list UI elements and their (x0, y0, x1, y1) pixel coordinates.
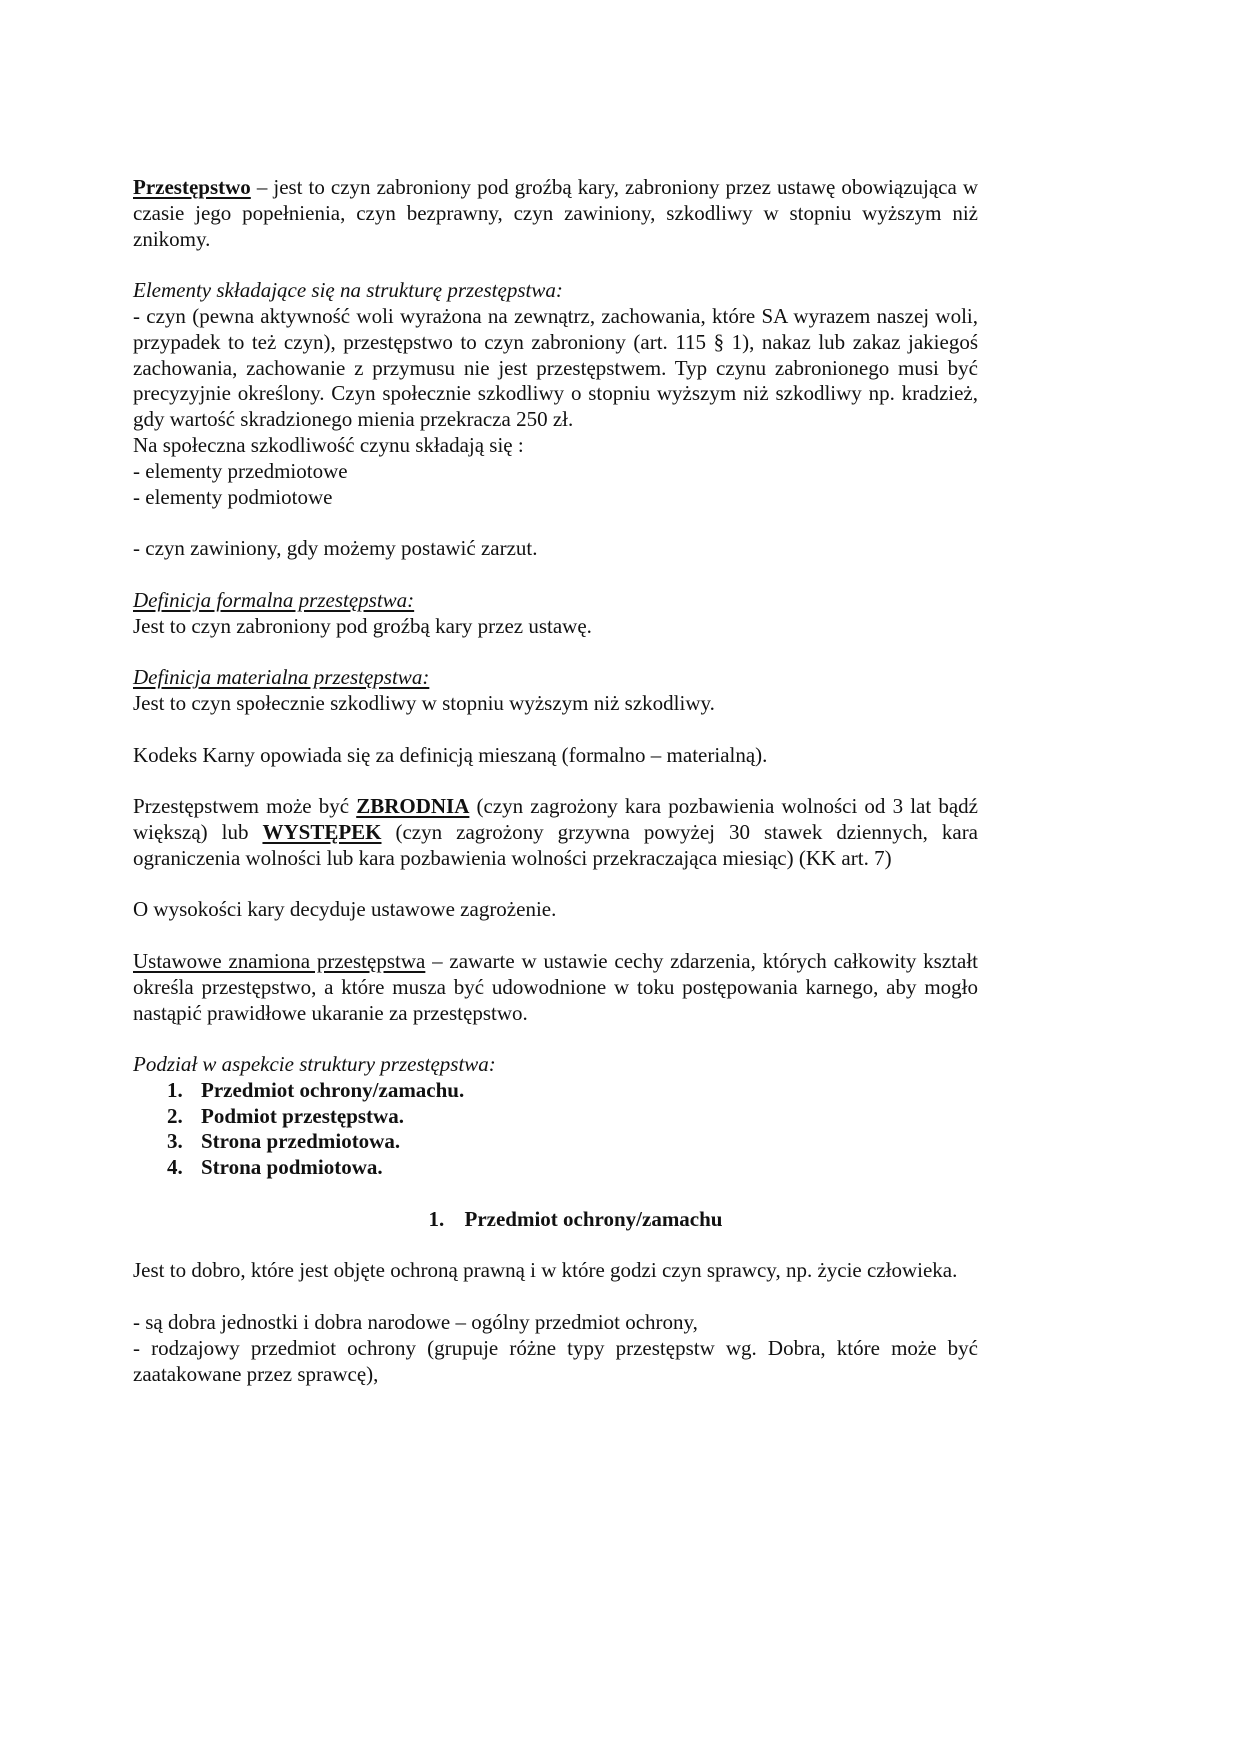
spacer (133, 1284, 978, 1310)
elements-text: - czyn (pewna aktywność woli wyrażona na zewnątrz, zachowania, które SA wyrazem naszej woli, przypadek to też czyn), przestępstwo to czyn zabroniony (art. 115 § 1), nakaz lub zakaz jakiegoś zachowania, zachowanie z przymusu nie jest przestępstwem. Typ czynu zabronionego musi być precyzyjnie określony. Czyn społecznie szkodliwy o stopniu wyższym niż szkodliwy np. kradzież, gdy wartość skradzionego mienia przekracza 250 zł. (133, 303, 978, 432)
division-heading: Podział w aspekcie struktury przestępstwa: (133, 1052, 496, 1077)
spacer (133, 872, 978, 898)
division-item: 4. Strona podmiotowa. (167, 1155, 383, 1180)
material-definition-heading: Definicja materialna przestępstwa: (133, 665, 430, 690)
term-wystepek: WYSTĘPEK (262, 819, 382, 844)
spacer (133, 1233, 978, 1259)
formal-definition-heading: Definicja formalna przestępstwa: (133, 587, 415, 612)
document-page (133, 175, 978, 1387)
penalty-text: O wysokości kary decyduje ustawowe zagrożenie. (133, 897, 557, 922)
spacer (133, 1181, 978, 1207)
division-item: 1. Przedmiot ochrony/zamachu. (167, 1077, 465, 1102)
division-item: 3. Strona przedmiotowa. (167, 1129, 401, 1154)
section-1-item-1: - są dobra jednostki i dobra narodowe – ogólny przedmiot ochrony, (133, 1310, 698, 1335)
spacer (133, 562, 978, 588)
section-1-text: Jest to dobro, które jest objęte ochroną prawną i w które godzi czyn sprawcy, np. życie człowieka. (133, 1258, 958, 1283)
spacer (133, 923, 978, 949)
term-ustawowe-znamiona: Ustawowe znamiona przestępstwa (133, 948, 426, 973)
spacer (133, 1026, 978, 1052)
mixed-definition-text: Kodeks Karny opowiada się za definicją mieszaną (formalno – materialną). (133, 742, 768, 767)
term-zbrodnia: ZBRODNIA (356, 794, 470, 819)
elements-item-1: - elementy przedmiotowe (133, 458, 348, 483)
statutory-features-paragraph: Ustawowe znamiona przestępstwa – zawarte w ustawie cechy zdarzenia, których całkowity kształt określa przestępstwo, a które musza być udowodnione w toku postępowania karnego, aby mogło nastąpić prawidłowe ukaranie za przestępstwo. (133, 948, 978, 1025)
spacer (133, 717, 978, 743)
term-przestepstwo: Przestępstwo (133, 175, 251, 199)
elements-item-2: - elementy podmiotowe (133, 484, 333, 509)
material-definition-text: Jest to czyn społecznie szkodliwy w stopniu wyższym niż szkodliwy. (133, 690, 715, 715)
formal-definition-text: Jest to czyn zabroniony pod groźbą kary przez ustawę. (133, 613, 592, 638)
division-item: 2. Podmiot przestępstwa. (167, 1103, 404, 1128)
elements-line2: Na społeczna szkodliwość czynu składają się : (133, 432, 524, 457)
division-list (133, 1078, 978, 1181)
section-1-heading: 1. Przedmiot ochrony/zamachu (428, 1206, 723, 1231)
crime-types-paragraph: Przestępstwem może być ZBRODNIA (czyn zagrożony kara pozbawienia wolności od 3 lat bądź większą) lub WYSTĘPEK (czyn zagrożony grzywna powyżej 30 stawek dziennych, kara ograniczenia wolności lub kara pozbawienia wolności przekraczająca miesiąc) (KK art. 7) (133, 794, 979, 870)
definition-text: – jest to czyn zabroniony pod groźbą kary, zabroniony przez ustawę obowiązująca w czasie jego popełnienia, czyn bezprawny, czyn zawiniony, szkodliwy w stopniu wyższym niż znikomy. (133, 175, 978, 251)
spacer (133, 768, 978, 794)
spacer (133, 252, 978, 278)
section-1-item-2: - rodzajowy przedmiot ochrony (grupuje różne typy przestępstw wg. Dobra, które może być zaatakowane przez sprawcę), (133, 1335, 978, 1386)
definition-paragraph (133, 175, 978, 252)
elements-item-3: - czyn zawiniony, gdy możemy postawić zarzut. (133, 536, 538, 561)
elements-heading: Elementy składające się na strukturę przestępstwa: (133, 278, 563, 303)
spacer (133, 510, 978, 536)
spacer (133, 639, 978, 665)
